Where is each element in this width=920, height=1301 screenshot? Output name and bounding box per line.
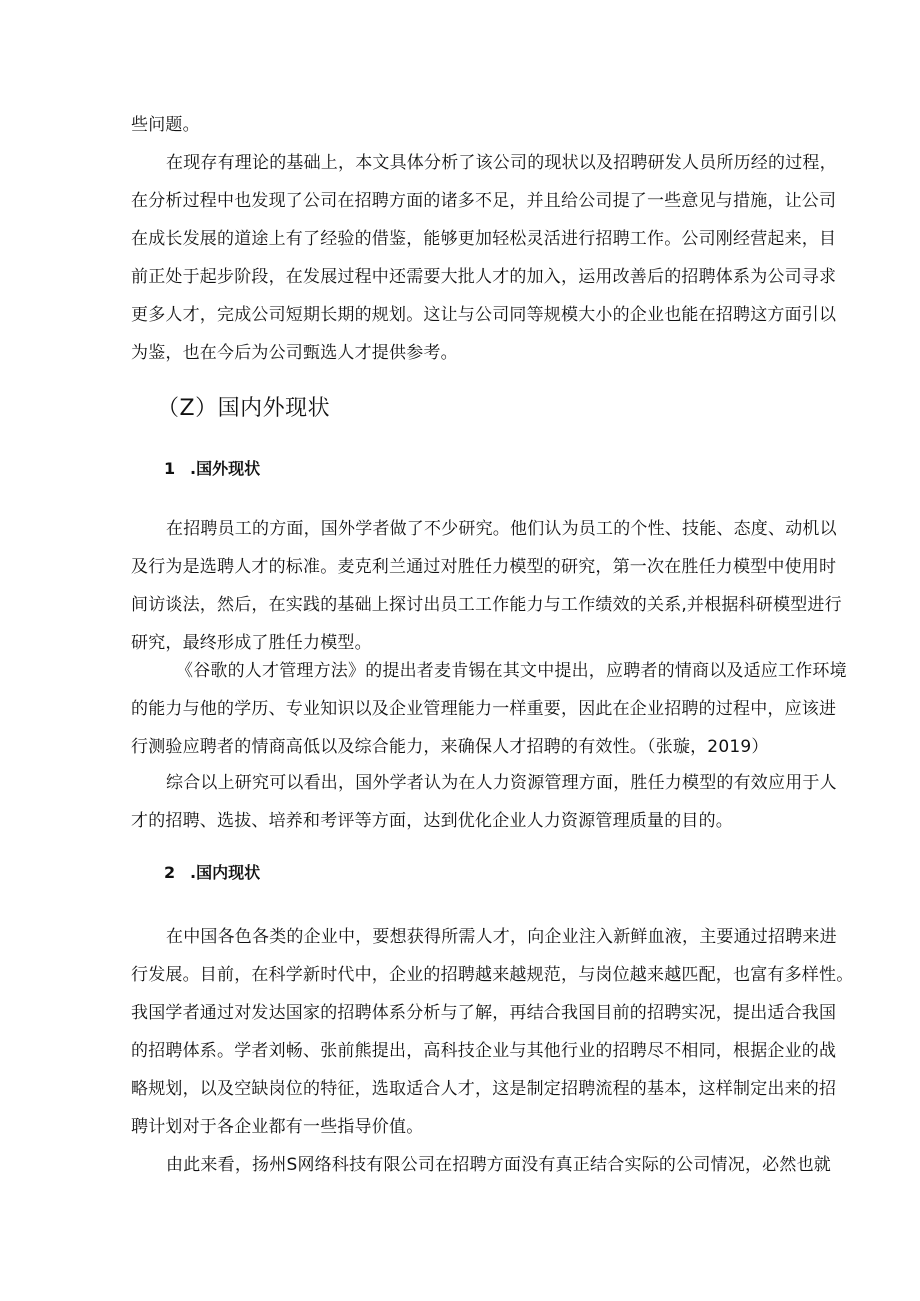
text-line: 《谷歌的人才管理方法》的提出者麦肯锡在其文中提出，应聘者的情商以及适应工作环境 bbox=[176, 661, 847, 681]
text-line: 在中国各色各类的企业中，要想获得所需人才，向企业注入新鲜血液，主要通过招聘来进 bbox=[166, 927, 837, 947]
text-line: 行测验应聘者的情商高低以及综合能力，来确保人才招聘的有效性。（张璇，2019） bbox=[131, 737, 769, 757]
text-line: 在成长发展的道途上有了经验的借鉴，能够更加轻松灵活进行招聘工作。公司刚经营起来，目 bbox=[131, 229, 837, 249]
text-line: 由此来看，扬州S网络科技有限公司在招聘方面没有真正结合实际的公司情况，必然也就 bbox=[166, 1155, 831, 1175]
text-line: 综合以上研究可以看出，国外学者认为在人力资源管理方面，胜任力模型的有效应用于人 bbox=[166, 773, 837, 793]
text-line: 在现存有理论的基础上，本文具体分析了该公司的现状以及招聘研发人员所历经的过程， bbox=[166, 153, 837, 173]
paragraph-intro-tail: 些问题。 bbox=[131, 115, 200, 135]
text-line: 前正处于起步阶段，在发展过程中还需要大批人才的加入，运用改善后的招聘体系为公司寻求 bbox=[131, 267, 837, 287]
text-line: 聘计划对于各企业都有一些指导价值。 bbox=[131, 1117, 424, 1137]
text-line: 行发展。目前，在科学新时代中，企业的招聘越来越规范，与岗位越来越匹配，也富有多样性。 bbox=[131, 965, 854, 985]
text-line: 的能力与他的学历、专业知识以及企业管理能力一样重要，因此在企业招聘的过程中，应该进 bbox=[131, 699, 837, 719]
subheading-number: 1 bbox=[164, 459, 176, 478]
text-line: 研究，最终形成了胜任力模型。 bbox=[131, 633, 372, 653]
subheading-title: .国外现状 bbox=[190, 459, 261, 478]
subheading-title: .国内现状 bbox=[190, 863, 261, 882]
subheading-foreign bbox=[164, 458, 260, 480]
subheading-number: 2 bbox=[164, 863, 176, 882]
text-line: 才的招聘、选拔、培养和考评等方面，达到优化企业人力资源管理质量的目的。 bbox=[131, 811, 733, 831]
text-line: 的招聘体系。学者刘畅、张前熊提出，高科技企业与其他行业的招聘尽不相同，根据企业的战 bbox=[131, 1041, 837, 1061]
text-line: 为鉴，也在今后为公司甄选人才提供参考。 bbox=[131, 343, 458, 363]
text-line: 在分析过程中也发现了公司在招聘方面的诸多不足，并且给公司提了一些意见与措施，让公司 bbox=[131, 191, 837, 211]
text-line: 我国学者通过对发达国家的招聘体系分析与了解，再结合我国目前的招聘实况，提出适合我国 bbox=[131, 1003, 837, 1023]
text-line: 更多人才，完成公司短期长期的规划。这让与公司同等规模大小的企业也能在招聘这方面引以 bbox=[131, 305, 837, 325]
text-line: 及行为是选聘人才的标准。麦克利兰通过对胜任力模型的研究，第一次在胜任力模型中使用时 bbox=[131, 557, 837, 577]
text-line: 间访谈法，然后，在实践的基础上探讨出员工工作能力与工作绩效的关系,并根据科研模型进行 bbox=[131, 595, 842, 615]
subheading-domestic bbox=[164, 862, 260, 884]
text-line: 略规划，以及空缺岗位的特征，选取适合人才，这是制定招聘流程的基本，这样制定出来的招 bbox=[131, 1079, 837, 1099]
section-heading: （Z）国内外现状 bbox=[157, 396, 331, 421]
text-line: 在招聘员工的方面，国外学者做了不少研究。他们认为员工的个性、技能、态度、动机以 bbox=[166, 519, 837, 539]
